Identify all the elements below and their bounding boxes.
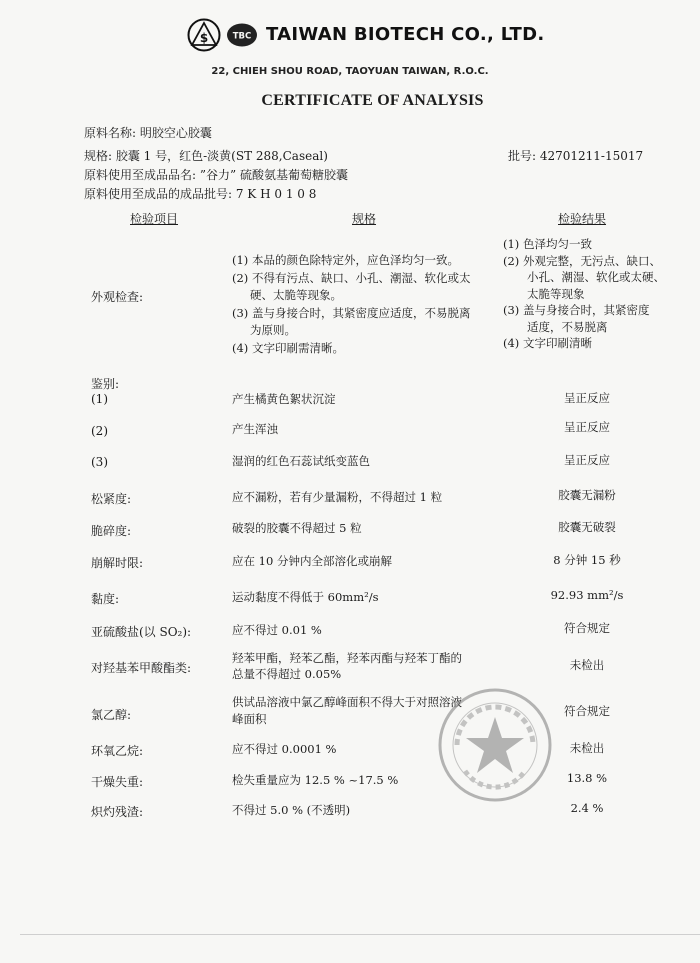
document-title: CERTIFICATE OF ANALYSIS [261, 92, 484, 109]
column-header-item: 检验项目 [130, 212, 179, 226]
test-spec: 应不得过 0.01 % [232, 623, 322, 637]
product-name: 原料使用至成品品名: ”谷力” 硫酸氨基葡萄糖胶囊 [84, 168, 348, 182]
test-result: 未检出 [569, 741, 605, 755]
test-spec: 运动黏度不得低于 60mm²/s [232, 590, 379, 604]
test-item: 崩解时限: [91, 556, 144, 570]
column-header-result: 检验结果 [558, 212, 607, 226]
test-spec: 不得过 5.0 % (不透明) [232, 803, 351, 817]
identification-spec: 产生浑浊 [232, 422, 278, 436]
appearance-item: 外观检查: [91, 290, 144, 304]
company-address: 22, CHIEH SHOU ROAD, TAOYUAN TAIWAN, R.O.C. [211, 66, 489, 77]
test-spec: 检失重量应为 12.5 % ~17.5 % [232, 773, 399, 787]
page-bottom-rule [20, 934, 700, 935]
svg-text:$: $ [199, 31, 209, 45]
result-line: (4) 文字印刷清晰 [503, 336, 592, 350]
product-batch: 原料使用至成品的成品批号: 7 K H 0 1 0 8 [84, 187, 317, 201]
spec-line: (1) 本品的颜色除特定外，应色泽均匀一致。 [232, 253, 459, 267]
spec-line: 供试品溶液中氯乙醇峰面积不得大于对照溶液 [232, 695, 462, 709]
identification-result: 呈正反应 [564, 391, 610, 405]
spec-line: 总量不得超过 0.05% [232, 667, 342, 681]
spec-line: 硬、太脆等现象。 [250, 288, 342, 302]
appearance-result [503, 236, 665, 352]
result-line: (2) 外观完整，无污点、缺口、 [503, 253, 661, 268]
appearance-spec [232, 252, 470, 357]
company-seal-stamp [437, 687, 553, 803]
test-item: 松紧度: [91, 492, 132, 506]
batch-number: 批号: 42701211-15017 [508, 149, 644, 163]
test-result: 符合规定 [564, 621, 610, 635]
test-spec [232, 694, 462, 728]
spec-line: (3) 盖与身接合时，其紧密度应适度，不易脱离 [232, 305, 471, 320]
test-item: 炽灼残渣: [91, 805, 144, 819]
identification-spec: 产生橘黄色絮状沉淀 [232, 392, 336, 406]
identification-spec: 湿润的红色石蕊试纸变蓝色 [232, 454, 370, 468]
spec-line: 羟苯甲酯，羟苯乙酯，羟苯丙酯与羟苯丁酯的 [232, 651, 462, 665]
test-result: 8 分钟 15 秒 [553, 553, 621, 567]
spec-line: 为原则。 [250, 323, 296, 337]
test-spec: 应在 10 分钟内全部溶化或崩解 [232, 554, 392, 568]
test-spec [232, 650, 462, 682]
test-result: 未检出 [569, 658, 605, 672]
result-line: (1) 色泽均匀一致 [503, 237, 592, 251]
identification-result: 呈正反应 [564, 420, 610, 434]
result-line: 太脆等现象 [527, 286, 585, 301]
identification-num: (1) [91, 392, 108, 406]
test-item: 黏度: [91, 592, 120, 606]
test-result: 胶囊无漏粉 [558, 488, 616, 502]
test-item: 脆碎度: [91, 524, 132, 538]
identification-num: (3) [91, 455, 108, 469]
company-name: TAIWAN BIOTECH CO., LTD. [266, 24, 545, 45]
test-item: 亚硫酸盐(以 SO₂): [91, 625, 192, 639]
spec-line: 峰面积 [232, 712, 267, 726]
spec-line: (4) 文字印刷需清晰。 [232, 340, 344, 355]
test-item: 对羟基苯甲酸酯类: [91, 661, 192, 675]
spec-line: (2) 不得有污点、缺口、小孔、潮湿、软化或太 [232, 270, 471, 285]
column-header-spec: 规格 [352, 212, 377, 226]
result-line: (3) 盖与身接合时，其紧密度 [503, 303, 650, 317]
test-spec: 应不得过 0.0001 % [232, 742, 337, 756]
test-result: 胶囊无破裂 [558, 520, 616, 534]
tbc-logo-icon [226, 22, 258, 48]
test-item: 氯乙醇: [91, 708, 132, 722]
identification-num: (2) [91, 424, 108, 438]
identification-result: 呈正反应 [564, 453, 610, 467]
test-item: 环氧乙烷: [91, 744, 144, 758]
test-result: 13.8 % [566, 771, 608, 785]
material-name: 原料名称: 明胶空心胶囊 [84, 126, 212, 140]
material-spec: 规格: 胶囊 1 号，红色-淡黄(ST 288,Caseal) [84, 149, 328, 163]
result-line: 小孔、潮湿、软化或太硬、 [527, 270, 665, 284]
company-emblem-icon [187, 18, 221, 52]
letterhead [0, 16, 700, 56]
test-result: 2.4 % [570, 801, 604, 815]
test-spec: 破裂的胶囊不得超过 5 粒 [232, 521, 362, 535]
test-result: 符合规定 [564, 704, 610, 718]
svg-text:TBC: TBC [232, 31, 252, 42]
test-spec: 应不漏粉，若有少量漏粉，不得超过 1 粒 [232, 490, 443, 504]
identification-title: 鉴别: [91, 377, 120, 391]
test-item: 干燥失重: [91, 775, 144, 789]
result-line: 适度，不易脱离 [527, 319, 608, 334]
test-result: 92.93 mm²/s [550, 588, 624, 602]
